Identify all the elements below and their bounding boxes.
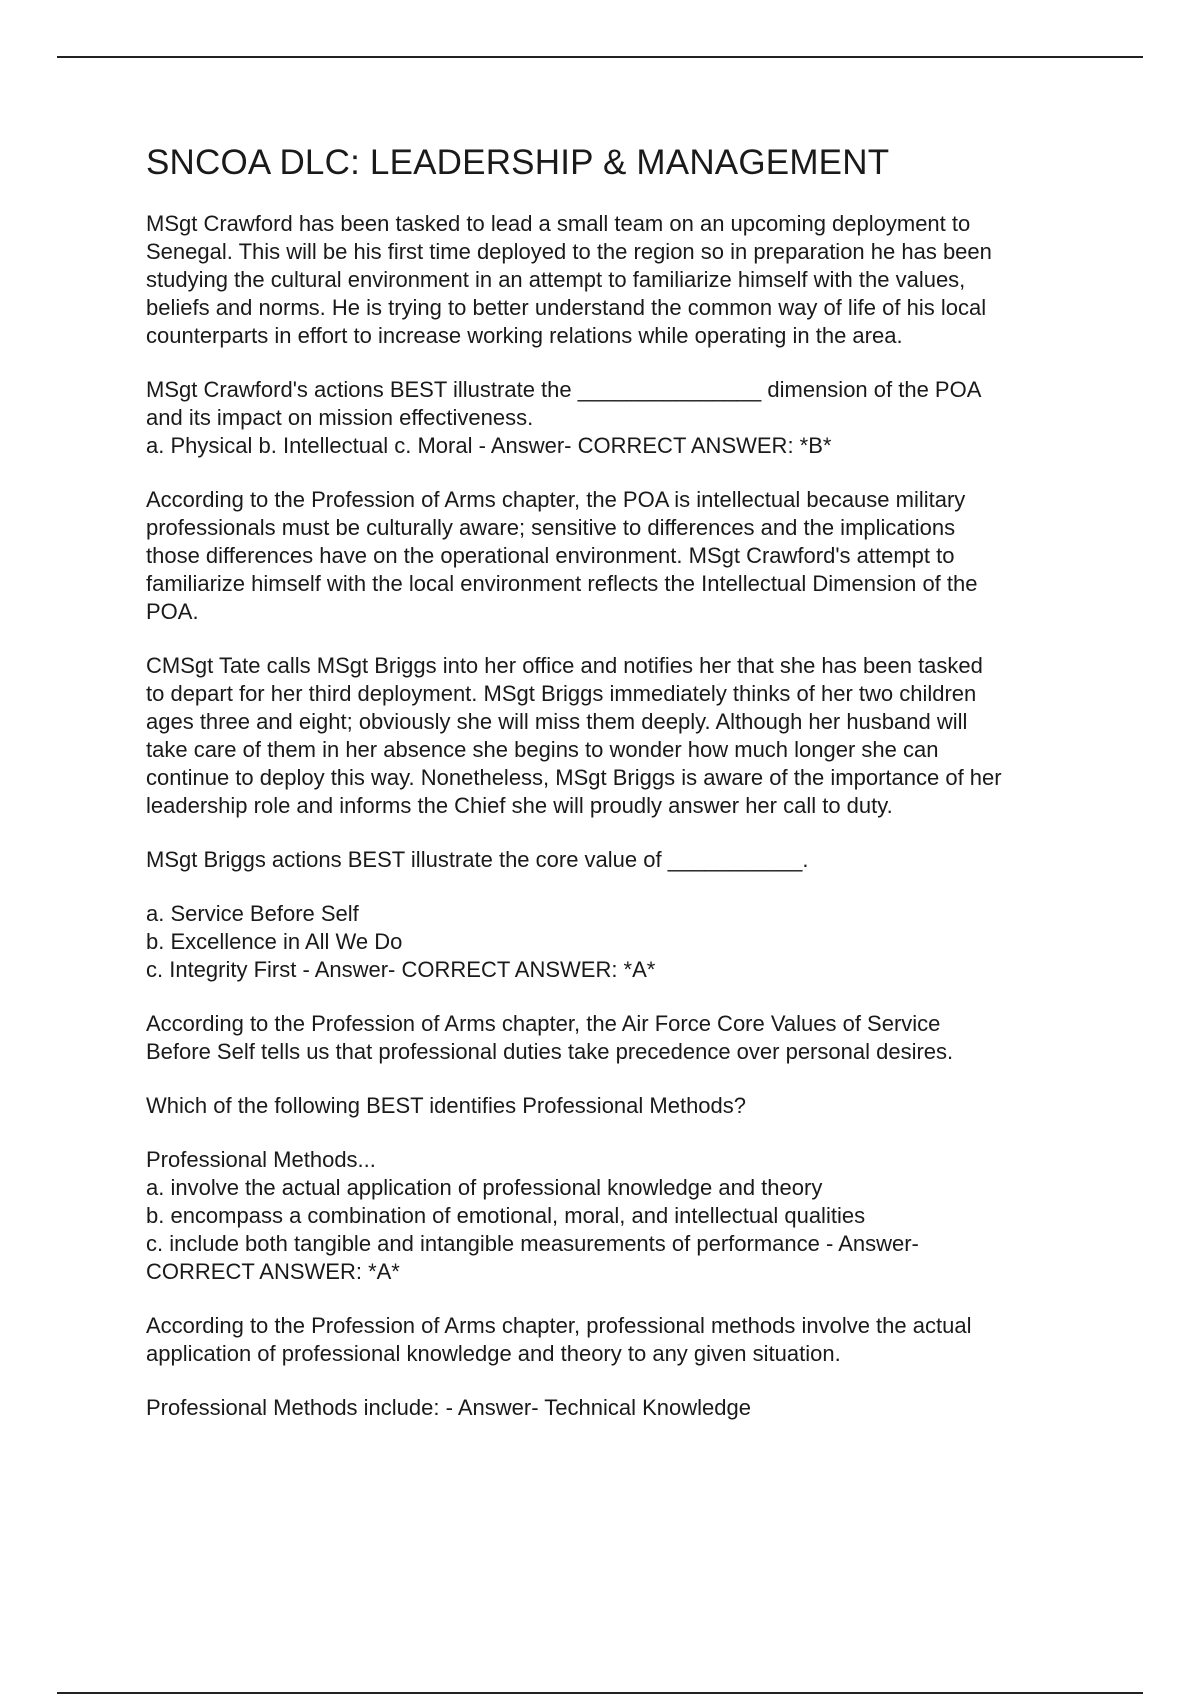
text-line: MSgt Crawford has been tasked to lead a small team on an upcoming deployment to: [146, 211, 971, 236]
option-line: a. involve the actual application of professional knowledge and theory: [146, 1175, 823, 1200]
option-line: b. Excellence in All We Do: [146, 929, 403, 954]
text-line: studying the cultural environment in an attempt to familiarize himself with the values,: [146, 267, 966, 292]
option-line: a. Service Before Self: [146, 901, 359, 926]
text-line: POA.: [146, 599, 199, 624]
text-line: MSgt Briggs actions BEST illustrate the core value of ___________.: [146, 847, 809, 872]
text-line: and its impact on mission effectiveness.: [146, 405, 534, 430]
text-line: to depart for her third deployment. MSgt Briggs immediately thinks of her two children: [146, 681, 977, 706]
text-line: those differences have on the operational environment. MSgt Crawford's attempt to: [146, 543, 955, 568]
text-line: According to the Profession of Arms chapter, the POA is intellectual because military: [146, 487, 966, 512]
text-line: MSgt Crawford's actions BEST illustrate the _______________ dimension of the POA: [146, 377, 982, 402]
explanation-intellectual: [146, 486, 1106, 626]
answer-line: c. Integrity First - Answer- CORRECT ANSWER: *A*: [146, 957, 656, 982]
text-line: Professional Methods...: [146, 1147, 376, 1172]
question-methods-include: [146, 1394, 1106, 1422]
text-line: According to the Profession of Arms chapter, professional methods involve the actual: [146, 1313, 972, 1338]
text-line: Which of the following BEST identifies Professional Methods?: [146, 1093, 747, 1118]
text-line: counterparts in effort to increase working relations while operating in the area.: [146, 323, 903, 348]
text-line: ages three and eight; obviously she will miss them deeply. Although her husband will: [146, 709, 968, 734]
question-core-value: [146, 846, 1106, 874]
document-body: [146, 143, 1106, 1448]
explanation-service: [146, 1010, 1106, 1066]
options-core-value: [146, 900, 1106, 984]
scenario-crawford: [146, 210, 1106, 350]
text-line: familiarize himself with the local environment reflects the Intellectual Dimension of the: [146, 571, 978, 596]
text-line: leadership role and informs the Chief she will proudly answer her call to duty.: [146, 793, 893, 818]
explanation-methods: [146, 1312, 1106, 1368]
text-line: take care of them in her absence she begins to wonder how much longer she can: [146, 737, 939, 762]
option-line: c. include both tangible and intangible measurements of performance - Answer-: [146, 1231, 919, 1256]
text-line: Before Self tells us that professional duties take precedence over personal desires.: [146, 1039, 954, 1064]
answer-line: CORRECT ANSWER: *A*: [146, 1259, 400, 1284]
question-professional-methods: [146, 1092, 1106, 1120]
text-line: Professional Methods include: - Answer- Technical Knowledge: [146, 1395, 751, 1420]
option-line: b. encompass a combination of emotional, moral, and intellectual qualities: [146, 1203, 866, 1228]
answer-line: a. Physical b. Intellectual c. Moral - Answer- CORRECT ANSWER: *B*: [146, 433, 832, 458]
text-line: beliefs and norms. He is trying to better understand the common way of life of his local: [146, 295, 987, 320]
question-poa-dimension: [146, 376, 1106, 460]
scenario-briggs: [146, 652, 1106, 820]
document-title: SNCOA DLC: LEADERSHIP & MANAGEMENT: [146, 143, 890, 182]
text-line: professionals must be culturally aware; sensitive to differences and the implications: [146, 515, 956, 540]
bottom-rule: [57, 1692, 1143, 1694]
top-rule: [57, 56, 1143, 58]
options-professional-methods: [146, 1146, 1106, 1286]
text-line: According to the Profession of Arms chapter, the Air Force Core Values of Service: [146, 1011, 941, 1036]
text-line: CMSgt Tate calls MSgt Briggs into her office and notifies her that she has been tasked: [146, 653, 983, 678]
text-line: application of professional knowledge and theory to any given situation.: [146, 1341, 841, 1366]
text-line: continue to deploy this way. Nonetheless, MSgt Briggs is aware of the importance of her: [146, 765, 1002, 790]
text-line: Senegal. This will be his first time deployed to the region so in preparation he has been: [146, 239, 992, 264]
